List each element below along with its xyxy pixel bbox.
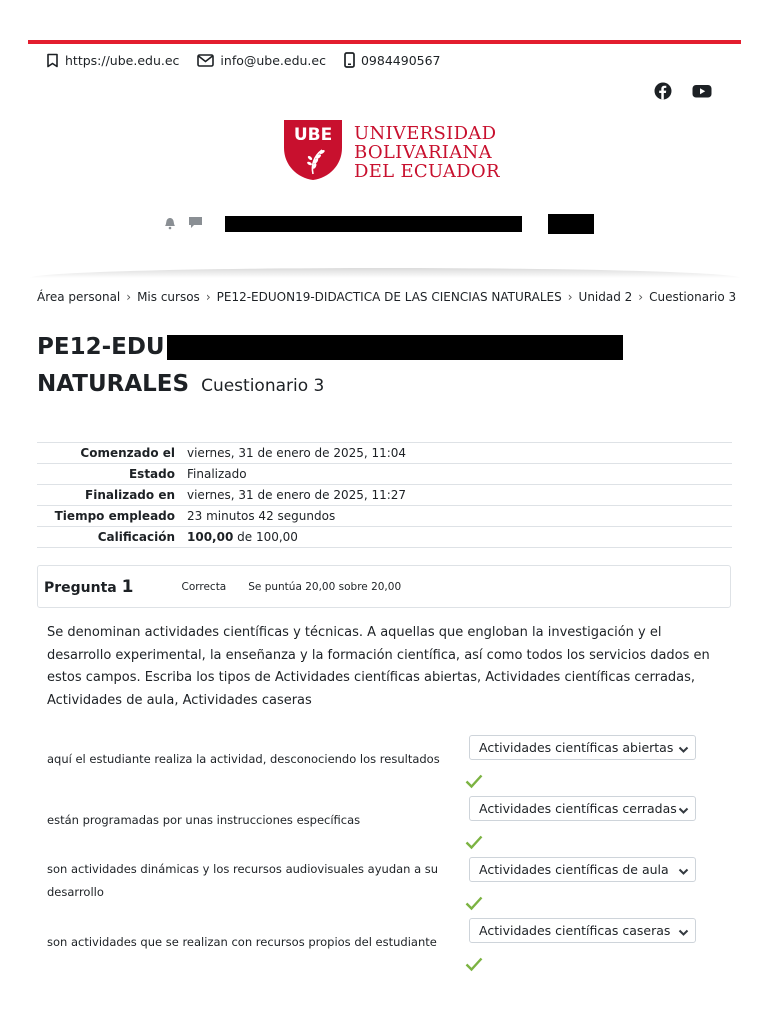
facebook-icon[interactable]	[654, 82, 672, 104]
logo-wordmark	[354, 124, 500, 181]
match-selected-value: Actividades científicas abiertas	[479, 740, 674, 755]
email-text: info@ube.edu.ec	[220, 52, 326, 68]
logo-line-1: UNIVERSIDAD	[354, 122, 497, 144]
summary-key: Calificación	[37, 527, 181, 548]
summary-value: Finalizado	[181, 464, 732, 485]
chevron-right-icon: ›	[126, 290, 132, 304]
contact-bar	[46, 52, 441, 68]
correct-check-icon	[465, 895, 483, 915]
match-selected-value: Actividades científicas cerradas	[479, 801, 677, 816]
page-title-line-2	[37, 371, 324, 397]
breadcrumb	[37, 290, 736, 304]
question-number	[44, 577, 133, 597]
phone-link[interactable]	[344, 52, 441, 68]
match-selected-value: Actividades científicas de aula	[479, 862, 669, 877]
university-logo[interactable]	[282, 118, 500, 186]
match-select[interactable]	[469, 735, 696, 760]
summary-value: 23 minutos 42 segundos	[181, 506, 732, 527]
chevron-down-icon	[678, 865, 689, 880]
ube-shield-icon	[282, 118, 344, 186]
match-select[interactable]	[469, 796, 696, 821]
page-title-prefix: PE12-EDU	[37, 334, 165, 360]
match-prompt: son actividades que se realizan con recursos propios del estudiante	[47, 935, 437, 949]
summary-key: Estado	[37, 464, 181, 485]
breadcrumb-my-courses[interactable]: Mis cursos	[137, 290, 200, 304]
social-links	[654, 82, 712, 104]
table-row	[37, 464, 732, 485]
table-row	[37, 443, 732, 464]
notification-bell-icon[interactable]	[162, 215, 178, 234]
page-title	[37, 334, 623, 360]
question-info-box	[37, 565, 731, 608]
question-state: Correcta	[181, 580, 227, 593]
correct-check-icon	[465, 956, 483, 976]
breadcrumb-unit[interactable]: Unidad 2	[578, 290, 633, 304]
user-menu	[162, 214, 594, 234]
summary-key: Tiempo empleado	[37, 506, 181, 527]
match-prompt: aquí el estudiante realiza la actividad, desconociendo los resultados	[47, 752, 440, 766]
website-text: https://ube.edu.ec	[65, 52, 180, 68]
question-number-value: 1	[121, 576, 134, 597]
messages-icon[interactable]	[188, 215, 203, 234]
chevron-down-icon	[678, 926, 689, 941]
redacted-user-avatar[interactable]	[548, 214, 594, 234]
match-select[interactable]	[469, 918, 696, 943]
correct-check-icon	[465, 834, 483, 854]
logo-line-2: BOLIVARIANA	[354, 141, 492, 163]
chevron-down-icon	[678, 743, 689, 758]
website-link[interactable]	[46, 52, 179, 68]
svg-text:UBE: UBE	[293, 125, 333, 145]
summary-key: Comenzado el	[37, 443, 181, 464]
correct-check-icon	[465, 773, 483, 793]
page-title-suffix: NATURALES	[37, 371, 190, 397]
summary-value: viernes, 31 de enero de 2025, 11:27	[181, 485, 732, 506]
grade-total: de 100,00	[233, 530, 298, 544]
summary-value: viernes, 31 de enero de 2025, 11:04	[181, 443, 732, 464]
redacted-user-name	[225, 216, 522, 232]
bookmark-icon	[46, 53, 59, 68]
attempt-summary-table	[37, 442, 732, 548]
chevron-right-icon: ›	[567, 290, 573, 304]
table-row	[37, 527, 732, 548]
match-selected-value: Actividades científicas caseras	[479, 923, 671, 938]
chevron-right-icon: ›	[205, 290, 211, 304]
chevron-right-icon: ›	[638, 290, 644, 304]
envelope-icon	[197, 54, 214, 67]
summary-key: Finalizado en	[37, 485, 181, 506]
question-label: Pregunta	[44, 579, 117, 596]
grade-score: 100,00	[187, 530, 234, 544]
question-text: Se denominan actividades científicas y técnicas. A aquellas que engloban la investigación y el desarrollo experimental, la enseñanza y la formación científica, así como todos los servicios dados en estos campos. Escriba los tipos de Actividades científicas abiertas, Actividades científicas cerradas, Actividades de aula, Actividades caseras	[47, 625, 710, 708]
breadcrumb-quiz[interactable]: Cuestionario 3	[649, 290, 737, 304]
summary-value	[181, 527, 732, 548]
question-grade: Se puntúa 20,00 sobre 20,00	[248, 580, 402, 593]
email-link[interactable]	[197, 52, 326, 68]
table-row	[37, 485, 732, 506]
header-divider	[30, 268, 740, 278]
mobile-phone-icon	[344, 52, 355, 68]
quiz-name: Cuestionario 3	[201, 376, 325, 396]
youtube-icon[interactable]	[692, 82, 712, 104]
match-select[interactable]	[469, 857, 696, 882]
top-accent-bar	[28, 40, 741, 44]
breadcrumb-home[interactable]: Área personal	[37, 290, 121, 304]
chevron-down-icon	[678, 804, 689, 819]
table-row	[37, 506, 732, 527]
phone-text: 0984490567	[360, 52, 441, 68]
redacted-course-title	[167, 335, 623, 360]
logo-line-3: DEL ECUADOR	[354, 160, 500, 182]
breadcrumb-course[interactable]: PE12-EDUON19-DIDACTICA DE LAS CIENCIAS NATURALES	[216, 290, 562, 304]
match-prompt: están programadas por unas instrucciones específicas	[47, 813, 361, 827]
match-prompt: son actividades dinámicas y los recursos audiovisuales ayudan a su desarrollo	[47, 862, 439, 899]
